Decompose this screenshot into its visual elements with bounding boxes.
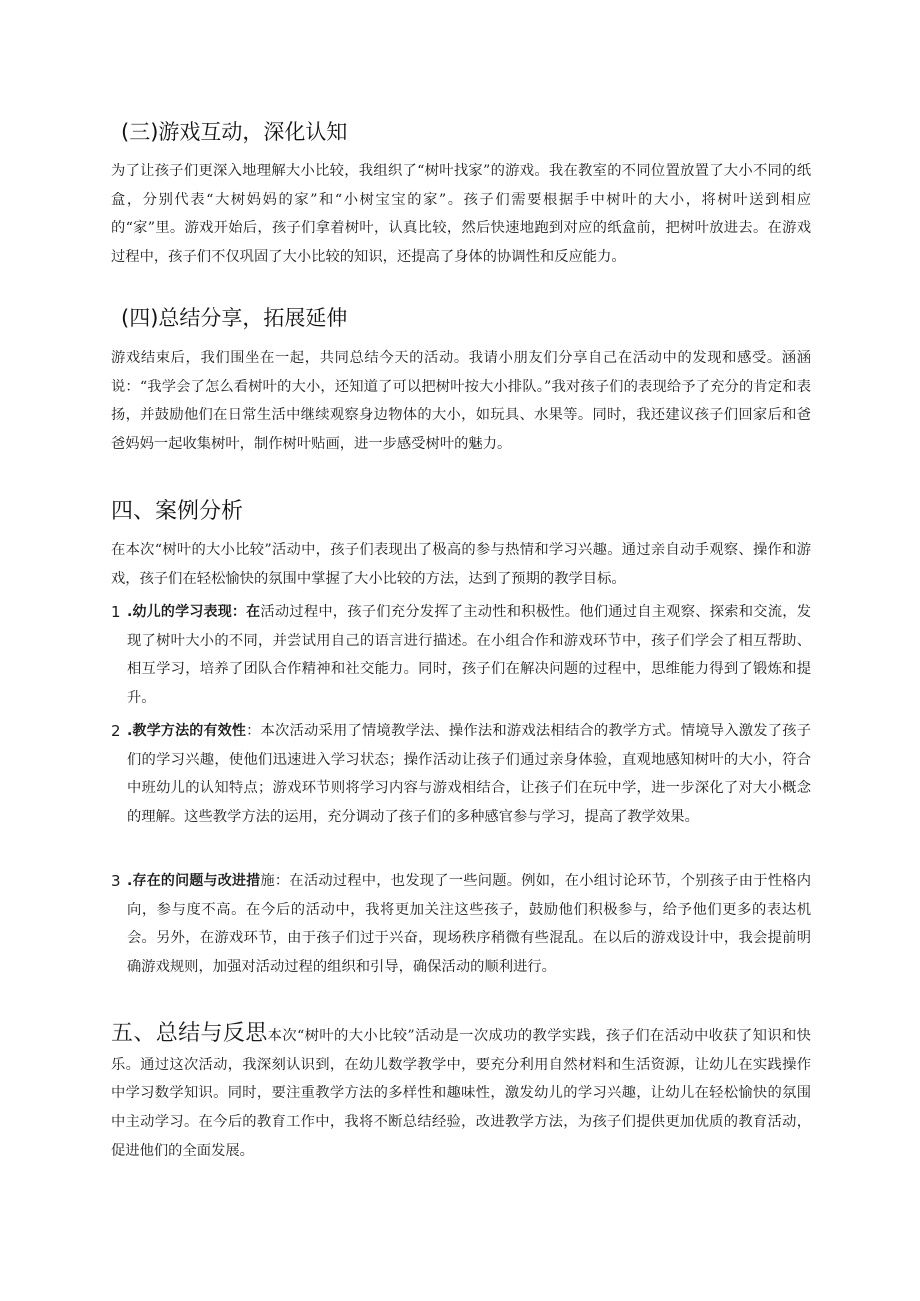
section-heading-reflection: 五、总结与反思: [111, 1021, 268, 1046]
list-item-text: 活动过程中，孩子们充分发挥了主动性和积极性。他们通过自主观察、探索和交流，发现了树叶大小的不同，并尝试用自己的语言进行描述。在小组合作和游戏环节中，孩子们学会了相互帮助、相互学习，培养了团队合作精神和社交能力。同时，孩子们在解决问题的过程中，思维能力得到了锻炼和提升。: [127, 604, 811, 707]
list-item-number: 3: [111, 872, 121, 890]
list-item-text: 施：在活动过程中，也发现了一些问题。例如，在小组讨论环节，个别孩子由于性格内向，参与度不高。在今后的活动中，我将更加关注这些孩子，鼓励他们积极参与，给予他们更多的表达机会。另外，在游戏环节，由于孩子们过于兴奋，现场秩序稍微有些混乱。在以后的游戏设计中，我会提前明确游戏规则，加强对活动过程的组织和引导，确保活动的顺利进行。: [127, 873, 811, 976]
paragraph-summary-share: 游戏结束后，我们围坐在一起，共同总结今天的活动。我请小朋友们分享自己在活动中的发现和感受。涵涵说：“我学会了怎么看树叶的大小，还知道了可以把树叶按大小排队。”我对孩子们的表现给予了充分的肯定和表扬，并鼓励他们在日常生活中继续观察身边物体的大小，如玩具、水果等。同时，我还建议孩子们回家后和爸爸妈妈一起收集树叶，制作树叶贴画，进一步感受树叶的魅力。: [111, 350, 811, 453]
list-item-lead: .存在的问题与改进措: [127, 873, 261, 889]
section-heading-game: (三)游戏互动，深化认知: [121, 120, 348, 144]
section-heading-summary-share: (四)总结分享，拓展延伸: [121, 306, 348, 330]
section-heading-analysis: 四、案例分析: [111, 499, 244, 524]
paragraph-game: 为了让孩子们更深入地理解大小比较，我组织了“树叶找家”的游戏。我在教室的不同位置放置了大小不同的纸盒，分别代表“大树妈妈的家”和“小树宝宝的家”。孩子们需要根据手中树叶的大小，将树叶送到相应的“家”里。游戏开始后，孩子们拿着树叶，认真比较，然后快速地跑到对应的纸盒前，把树叶放进去。在游戏过程中，孩子们不仅巩固了大小比较的知识，还提高了身体的协调性和反应能力。: [111, 163, 811, 266]
list-item-body: [127, 717, 811, 832]
list-item-number: 2: [111, 722, 121, 740]
list-item: [111, 598, 811, 713]
paragraph-reflection: [111, 1020, 811, 1166]
list-item-body: [127, 598, 811, 713]
paragraph-analysis-intro: 在本次“树叶的大小比较”活动中，孩子们表现出了极高的参与热情和学习兴趣。通过亲自动手观察、操作和游戏，孩子们在轻松愉快的氛围中掌握了大小比较的方法，达到了预期的教学目标。: [111, 542, 811, 587]
list-item-body: [127, 867, 811, 982]
list-item-text: ：本次活动采用了情境教学法、操作法和游戏法相结合的教学方式。情境导入激发了孩子们的学习兴趣，使他们迅速进入学习状态；操作活动让孩子们通过亲身体验，直观地感知树叶的大小，符合中班幼儿的认知特点；游戏环节则将学习内容与游戏相结合，让孩子们在玩中学，进一步深化了对大小概念的理解。这些教学方法的运用，充分调动了孩子们的多种感官参与学习，提高了教学效果。: [127, 723, 811, 826]
list-item-lead: .教学方法的有效性: [127, 723, 247, 739]
list-item: [111, 867, 811, 982]
list-item-lead: .幼儿的学习表现：在: [127, 604, 261, 620]
list-item-number: 1: [111, 603, 121, 621]
list-item: [111, 717, 811, 832]
paragraph-reflection-text: 本次“树叶的大小比较”活动是一次成功的教学实践，孩子们在活动中收获了知识和快乐。通过这次活动，我深刻认识到，在幼儿数学教学中，要充分利用自然材料和生活资源，让幼儿在实践操作中学习数学知识。同时，要注重教学方法的多样性和趣味性，激发幼儿的学习兴趣，让幼儿在轻松愉快的氛围中主动学习。在今后的教育工作中，我将不断总结经验，改进教学方法，为孩子们提供更加优质的教育活动，促进他们的全面发展。: [111, 1028, 811, 1159]
